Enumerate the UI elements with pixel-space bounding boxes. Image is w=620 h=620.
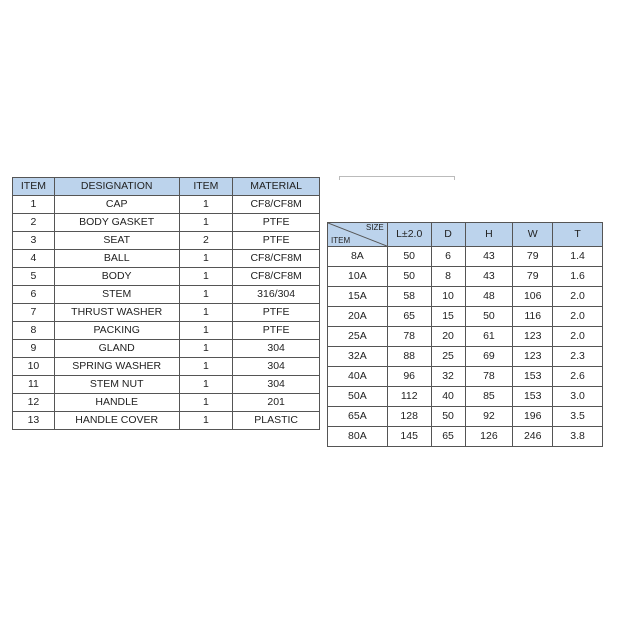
d-value-cell: 32	[431, 367, 465, 387]
material-cell: PTFE	[233, 322, 320, 340]
quantity-cell: 1	[179, 214, 233, 232]
material-cell: 304	[233, 358, 320, 376]
item-number-cell: 4	[13, 250, 55, 268]
item-number-cell: 8	[13, 322, 55, 340]
size-cell: 40A	[328, 367, 388, 387]
h-value-cell: 48	[465, 287, 513, 307]
size-cell: 50A	[328, 387, 388, 407]
l-value-cell: 145	[387, 427, 431, 447]
quantity-cell: 1	[179, 250, 233, 268]
table-row	[13, 394, 320, 412]
t-value-cell: 3.8	[553, 427, 603, 447]
t-value-cell: 2.0	[553, 327, 603, 347]
t-value-cell: 1.4	[553, 247, 603, 267]
table-row	[13, 376, 320, 394]
quantity-cell: 1	[179, 376, 233, 394]
item-number-cell: 3	[13, 232, 55, 250]
w-value-cell: 153	[513, 367, 553, 387]
t-value-cell: 3.0	[553, 387, 603, 407]
l-value-cell: 112	[387, 387, 431, 407]
table-row	[328, 287, 603, 307]
table-row	[328, 347, 603, 367]
table-row	[13, 412, 320, 430]
d-value-cell: 40	[431, 387, 465, 407]
size-cell: 15A	[328, 287, 388, 307]
column-header-quantity: ITEM	[179, 178, 233, 196]
item-number-cell: 1	[13, 196, 55, 214]
parts-header-row	[13, 178, 320, 196]
t-value-cell: 2.0	[553, 307, 603, 327]
quantity-cell: 1	[179, 268, 233, 286]
t-value-cell: 2.0	[553, 287, 603, 307]
column-header-d: D	[431, 223, 465, 247]
designation-cell: STEM	[54, 286, 179, 304]
h-value-cell: 61	[465, 327, 513, 347]
quantity-cell: 1	[179, 412, 233, 430]
table-row	[328, 427, 603, 447]
h-value-cell: 69	[465, 347, 513, 367]
quantity-cell: 1	[179, 322, 233, 340]
designation-cell: HANDLE	[54, 394, 179, 412]
designation-cell: STEM NUT	[54, 376, 179, 394]
table-row	[328, 247, 603, 267]
corner-header-cell	[328, 223, 388, 247]
w-value-cell: 123	[513, 347, 553, 367]
column-header-material: MATERIAL	[233, 178, 320, 196]
material-cell: PTFE	[233, 304, 320, 322]
w-value-cell: 106	[513, 287, 553, 307]
designation-cell: SPRING WASHER	[54, 358, 179, 376]
item-number-cell: 10	[13, 358, 55, 376]
item-number-cell: 7	[13, 304, 55, 322]
quantity-cell: 1	[179, 358, 233, 376]
designation-cell: GLAND	[54, 340, 179, 358]
designation-cell: BALL	[54, 250, 179, 268]
item-number-cell: 5	[13, 268, 55, 286]
d-value-cell: 10	[431, 287, 465, 307]
quantity-cell: 1	[179, 394, 233, 412]
size-cell: 10A	[328, 267, 388, 287]
h-value-cell: 43	[465, 267, 513, 287]
d-value-cell: 8	[431, 267, 465, 287]
material-cell: 316/304	[233, 286, 320, 304]
material-cell: CF8/CF8M	[233, 268, 320, 286]
quantity-cell: 1	[179, 340, 233, 358]
column-header-t: T	[553, 223, 603, 247]
w-value-cell: 79	[513, 247, 553, 267]
d-value-cell: 6	[431, 247, 465, 267]
h-value-cell: 85	[465, 387, 513, 407]
d-value-cell: 20	[431, 327, 465, 347]
designation-cell: THRUST WASHER	[54, 304, 179, 322]
table-row	[328, 327, 603, 347]
table-row	[328, 307, 603, 327]
table-row	[13, 196, 320, 214]
column-header-l: L±2.0	[387, 223, 431, 247]
table-row	[328, 367, 603, 387]
size-cell: 25A	[328, 327, 388, 347]
material-cell: PLASTIC	[233, 412, 320, 430]
h-value-cell: 78	[465, 367, 513, 387]
table-row	[13, 304, 320, 322]
quantity-cell: 1	[179, 196, 233, 214]
w-value-cell: 196	[513, 407, 553, 427]
table-row	[328, 387, 603, 407]
table-row	[328, 267, 603, 287]
table-row	[13, 250, 320, 268]
parts-table-body	[13, 196, 320, 430]
d-value-cell: 25	[431, 347, 465, 367]
w-value-cell: 153	[513, 387, 553, 407]
table-row	[13, 340, 320, 358]
h-value-cell: 43	[465, 247, 513, 267]
size-cell: 8A	[328, 247, 388, 267]
material-cell: 304	[233, 376, 320, 394]
t-value-cell: 1.6	[553, 267, 603, 287]
w-value-cell: 246	[513, 427, 553, 447]
column-header-designation: DESIGNATION	[54, 178, 179, 196]
l-value-cell: 128	[387, 407, 431, 427]
dimension-header-row	[328, 223, 603, 247]
material-cell: CF8/CF8M	[233, 250, 320, 268]
t-value-cell: 2.6	[553, 367, 603, 387]
item-number-cell: 12	[13, 394, 55, 412]
designation-cell: CAP	[54, 196, 179, 214]
column-header-w: W	[513, 223, 553, 247]
designation-cell: SEAT	[54, 232, 179, 250]
item-number-cell: 11	[13, 376, 55, 394]
designation-cell: HANDLE COVER	[54, 412, 179, 430]
w-value-cell: 123	[513, 327, 553, 347]
l-value-cell: 58	[387, 287, 431, 307]
item-number-cell: 6	[13, 286, 55, 304]
l-value-cell: 65	[387, 307, 431, 327]
dimension-table-body	[328, 247, 603, 447]
size-cell: 80A	[328, 427, 388, 447]
material-cell: PTFE	[233, 232, 320, 250]
table-row	[13, 358, 320, 376]
quantity-cell: 1	[179, 286, 233, 304]
t-value-cell: 3.5	[553, 407, 603, 427]
parts-material-table	[12, 177, 320, 430]
quantity-cell: 2	[179, 232, 233, 250]
table-row	[13, 286, 320, 304]
w-value-cell: 116	[513, 307, 553, 327]
dimension-table	[327, 222, 603, 447]
column-header-h: H	[465, 223, 513, 247]
t-value-cell: 2.3	[553, 347, 603, 367]
material-cell: CF8/CF8M	[233, 196, 320, 214]
h-value-cell: 126	[465, 427, 513, 447]
table-row	[328, 407, 603, 427]
l-value-cell: 50	[387, 267, 431, 287]
size-cell: 65A	[328, 407, 388, 427]
h-value-cell: 92	[465, 407, 513, 427]
d-value-cell: 15	[431, 307, 465, 327]
item-number-cell: 9	[13, 340, 55, 358]
table-row	[13, 232, 320, 250]
material-cell: PTFE	[233, 214, 320, 232]
column-header-item: ITEM	[13, 178, 55, 196]
size-cell: 32A	[328, 347, 388, 367]
l-value-cell: 50	[387, 247, 431, 267]
table-row	[13, 214, 320, 232]
table-row	[13, 322, 320, 340]
table-row	[13, 268, 320, 286]
item-number-cell: 13	[13, 412, 55, 430]
material-cell: 304	[233, 340, 320, 358]
d-value-cell: 50	[431, 407, 465, 427]
designation-cell: BODY GASKET	[54, 214, 179, 232]
material-cell: 201	[233, 394, 320, 412]
l-value-cell: 78	[387, 327, 431, 347]
corner-label-item: ITEM	[331, 236, 351, 245]
size-cell: 20A	[328, 307, 388, 327]
quantity-cell: 1	[179, 304, 233, 322]
item-number-cell: 2	[13, 214, 55, 232]
w-value-cell: 79	[513, 267, 553, 287]
designation-cell: BODY	[54, 268, 179, 286]
h-value-cell: 50	[465, 307, 513, 327]
l-value-cell: 96	[387, 367, 431, 387]
corner-label-size: SIZE	[365, 223, 384, 232]
d-value-cell: 65	[431, 427, 465, 447]
decorative-divider	[339, 176, 455, 177]
designation-cell: PACKING	[54, 322, 179, 340]
l-value-cell: 88	[387, 347, 431, 367]
